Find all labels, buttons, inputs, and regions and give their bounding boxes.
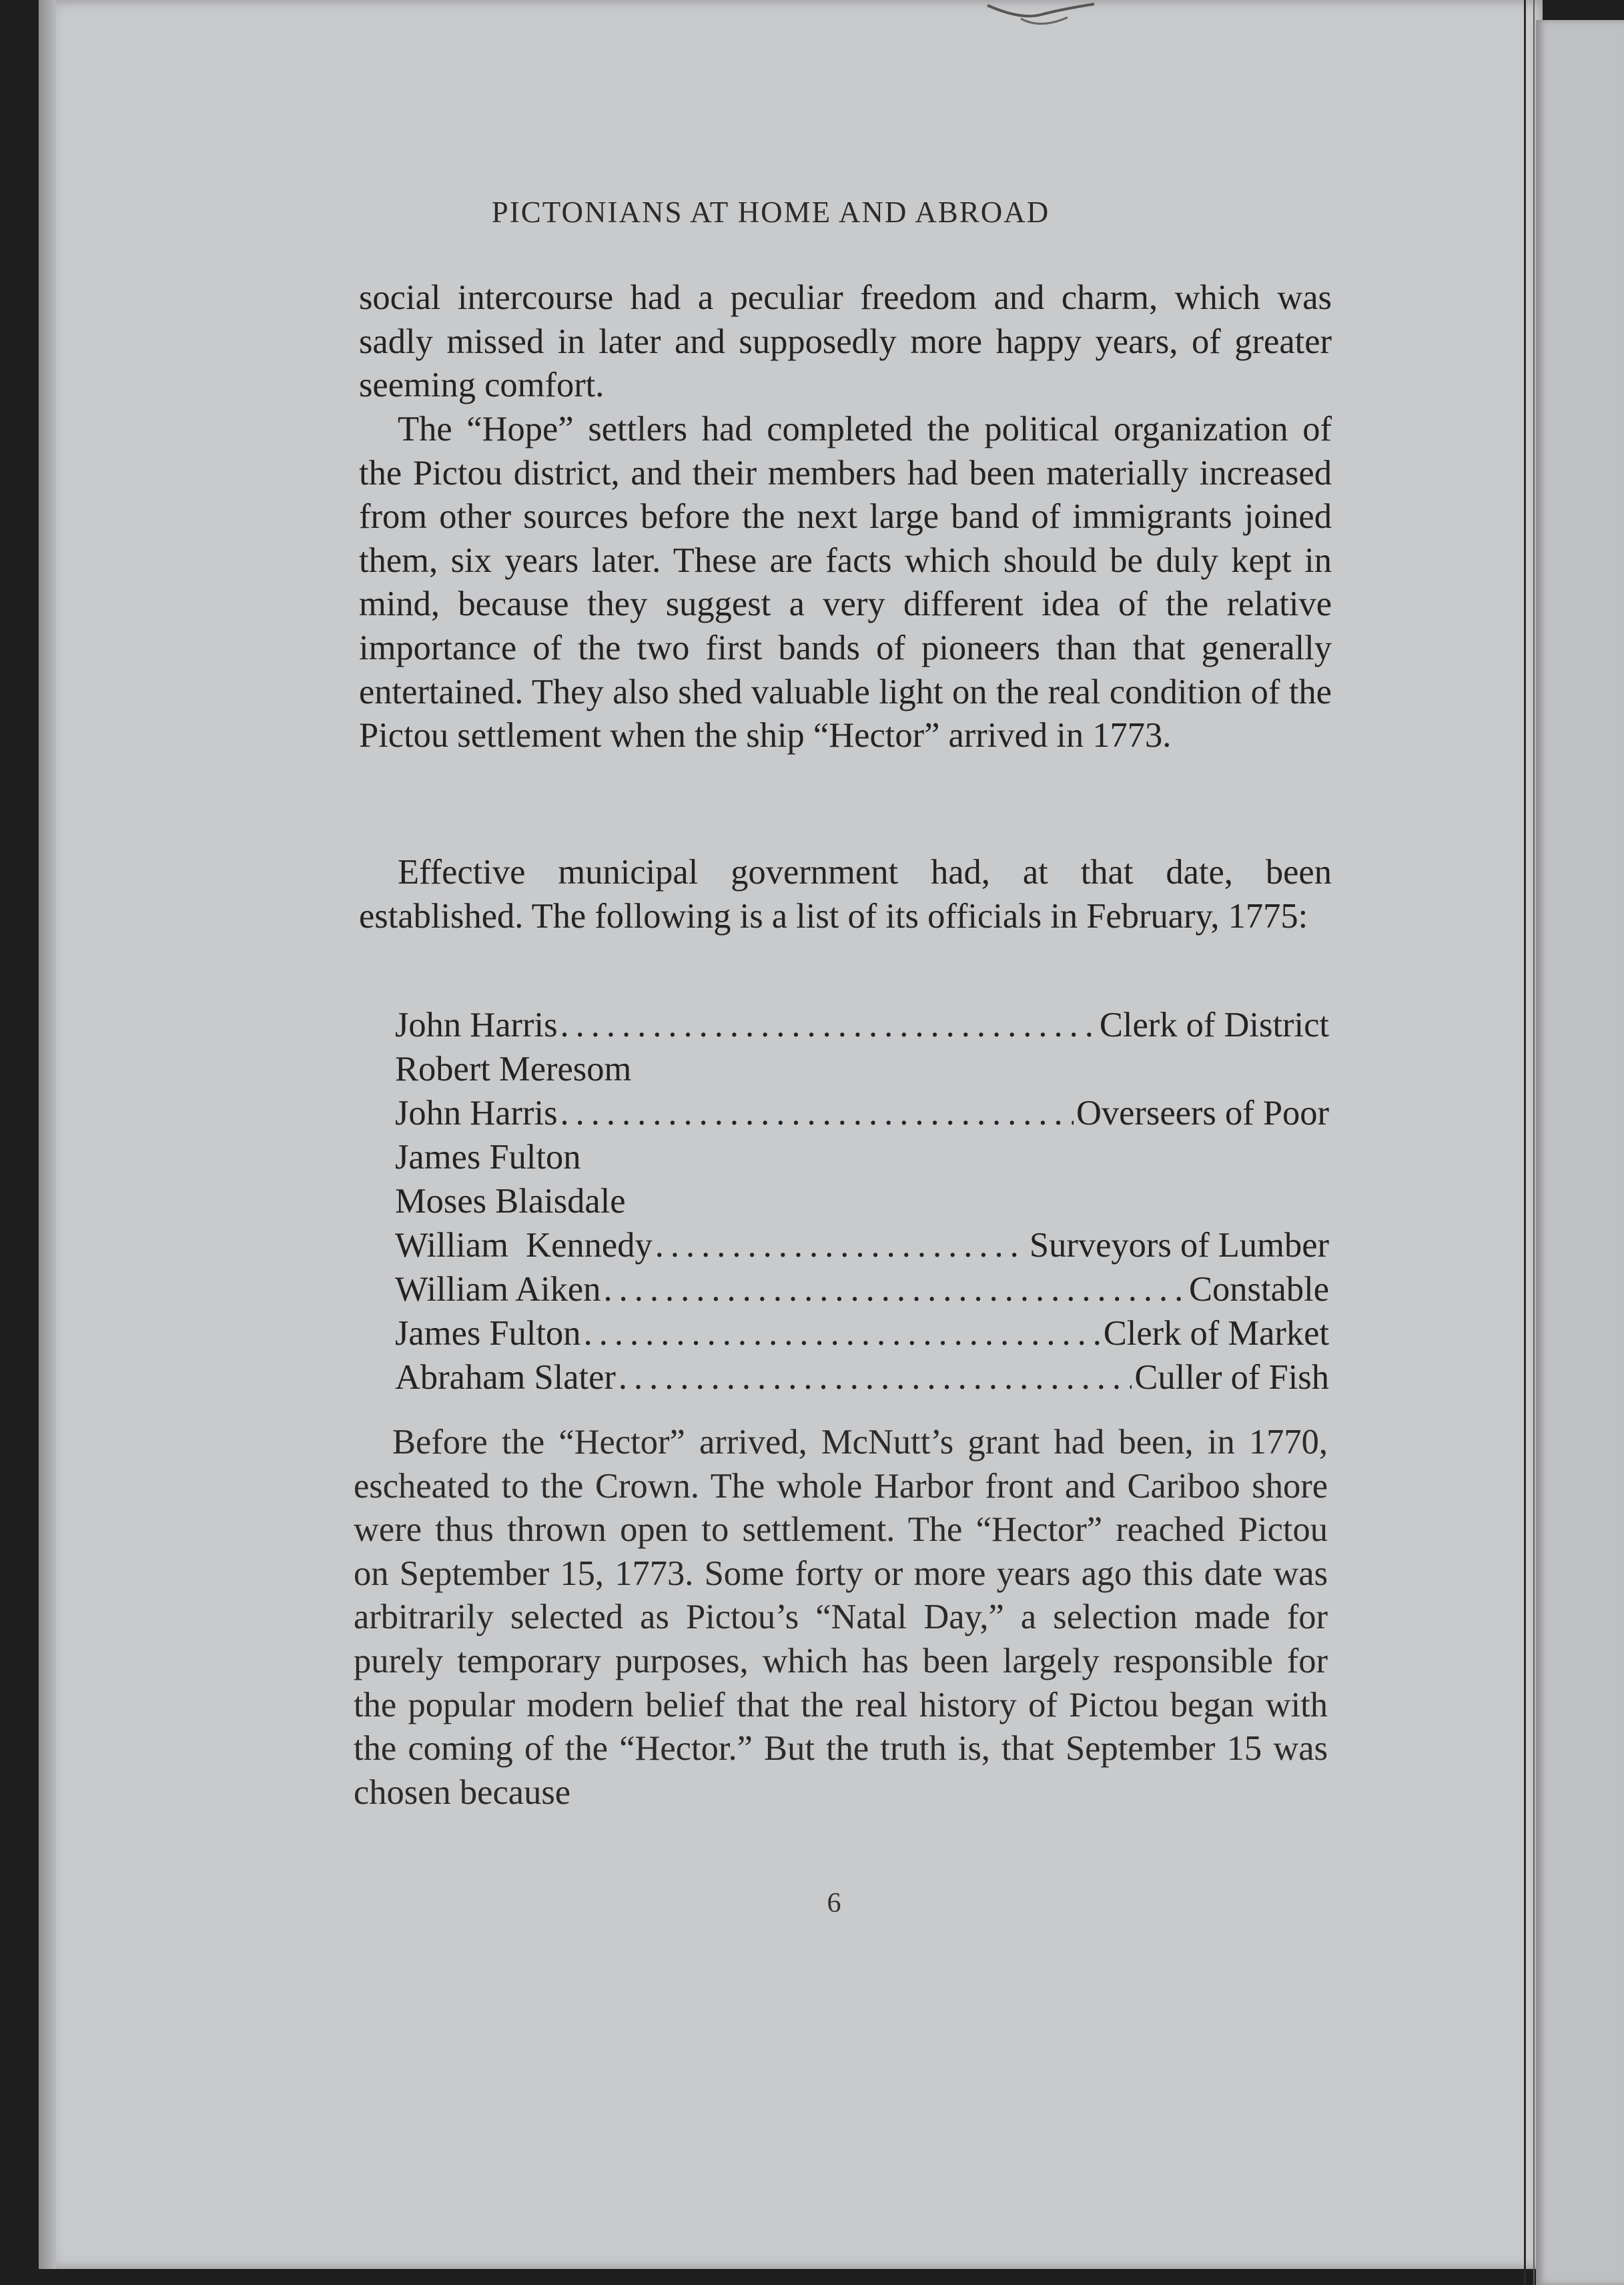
official-name: Robert Meresom bbox=[395, 1050, 632, 1088]
official-name: John Harris bbox=[395, 1094, 558, 1132]
official-role: Surveyors of Lumber bbox=[1029, 1226, 1329, 1265]
paragraph-continuation bbox=[359, 276, 1332, 408]
paragraph-text: social intercourse had a peculiar freedom and charm, which was sadly missed in later and supposedly more happy years, of greater seeming comfort. bbox=[359, 278, 1332, 405]
official-role: Clerk of Market bbox=[1103, 1314, 1329, 1353]
page-left-edge bbox=[39, 0, 56, 2269]
official-row bbox=[395, 1179, 1329, 1223]
running-head: PICTONIANS AT HOME AND ABROAD bbox=[491, 196, 1050, 229]
paragraph-hope-settlers bbox=[359, 408, 1332, 758]
dot-leader bbox=[560, 1091, 1074, 1135]
official-name: James Fulton bbox=[395, 1314, 581, 1353]
official-row bbox=[395, 1091, 1329, 1135]
official-name: Abraham Slater bbox=[395, 1358, 616, 1397]
dot-leader bbox=[560, 1003, 1097, 1047]
page-number: 6 bbox=[827, 1888, 841, 1919]
official-role: Clerk of District bbox=[1099, 1006, 1329, 1044]
official-name: Moses Blaisdale bbox=[395, 1182, 626, 1221]
binding-mark-icon bbox=[981, 0, 1101, 33]
dot-leader bbox=[603, 1267, 1186, 1311]
official-row bbox=[395, 1003, 1329, 1047]
dot-leader bbox=[584, 1311, 1101, 1355]
official-row bbox=[395, 1223, 1329, 1267]
dot-leader bbox=[619, 1355, 1132, 1399]
official-name: James Fulton bbox=[395, 1138, 581, 1177]
paragraph-text: Effective municipal government had, at that date, been established. The following is a list of its officials in February, 1775: bbox=[359, 853, 1332, 936]
official-row bbox=[395, 1311, 1329, 1355]
official-row bbox=[395, 1267, 1329, 1311]
gutter-line bbox=[1533, 0, 1535, 2285]
official-row bbox=[395, 1135, 1329, 1179]
paragraph-text: The “Hope” settlers had completed the political organization of the Pictou district, and their members had been materially increased from other sources before the next large band of immigrants joined them, six years later. These are facts which should be duly kept in mind, because they suggest a very different idea of the relative importance of the two first bands of pioneers than that generally entertained. They also shed valuable light on the real condition of the Pictou settlement when the ship “Hector” arrived in 1773. bbox=[359, 410, 1332, 755]
official-name: William Aiken bbox=[395, 1270, 601, 1309]
paragraph-hector-arrival bbox=[354, 1421, 1328, 1815]
official-role: Overseers of Poor bbox=[1076, 1094, 1329, 1132]
dot-leader bbox=[655, 1223, 1027, 1267]
official-row bbox=[395, 1047, 1329, 1091]
official-name: William Kennedy bbox=[395, 1226, 653, 1265]
paragraph-municipal-government bbox=[359, 851, 1332, 938]
official-role: Culler of Fish bbox=[1134, 1358, 1329, 1397]
official-name: John Harris bbox=[395, 1006, 558, 1044]
facing-page-edge bbox=[1536, 20, 1624, 2285]
gutter-line bbox=[1524, 0, 1526, 2285]
paragraph-text: Before the “Hector” arrived, McNutt’s grant had been, in 1770, escheated to the Crown. The whole Harbor front and Cariboo shore were thus thrown open to settlement. The “Hector” reached Pictou on September 15, 1773. Some forty or more years ago this date was arbitrarily selected as Pictou’s “Natal Day,” a selection made for purely temporary purposes, which has been largely responsible for the popular modern belief that the real history of Pictou began with the coming of the “Hector.” But the truth is, that September 15 was chosen because bbox=[354, 1423, 1328, 1812]
official-row bbox=[395, 1355, 1329, 1399]
officials-list bbox=[395, 1003, 1329, 1399]
official-role: Constable bbox=[1189, 1270, 1329, 1309]
